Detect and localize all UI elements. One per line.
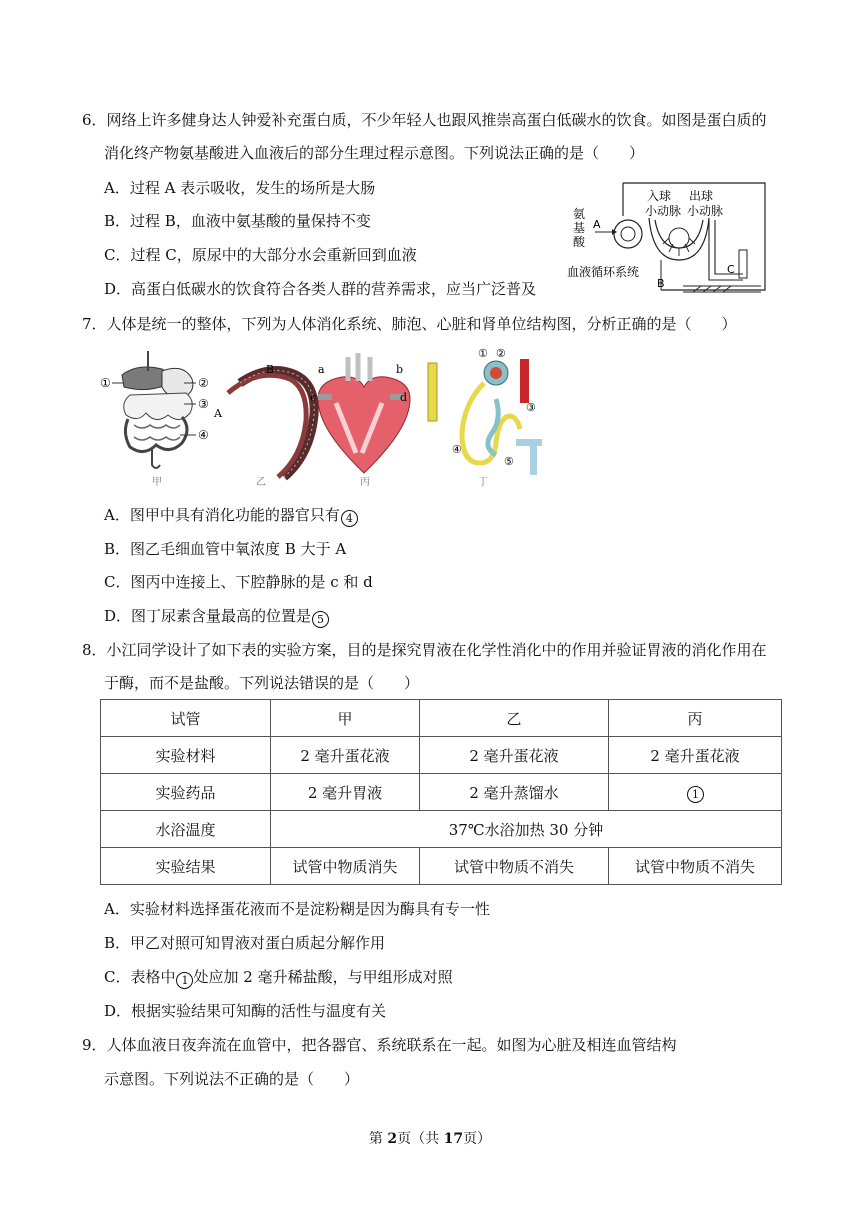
q7-fig-n3: ③: [198, 397, 209, 411]
q6-fig-amino-1: 氨: [573, 207, 586, 221]
q8-option-d: D．根据实验结果可知酶的活性与温度有关: [104, 1002, 387, 1020]
q7-option-d-text: D．图丁尿素含量最高的位置是: [104, 607, 312, 625]
q8-stem-line1: 8．小江同学设计了如下表的实验方案，目的是探究胃液在化学性消化中的作用并验证胃液的消化作用在: [82, 641, 767, 659]
q7-fig-bing: 丙: [360, 477, 370, 488]
q6-fig-efferent2: 小动脉: [687, 204, 724, 218]
q6-stem-line2: 消化终产物氨基酸进入血液后的部分生理过程示意图。下列说法正确的是（ ）: [104, 144, 645, 162]
q7-fig-n2: ②: [198, 376, 209, 390]
q7-fig-jia: 甲: [152, 477, 162, 488]
q6-fig-efferent: 出球: [689, 189, 714, 203]
q8-option-a: A．实验材料选择蛋花液而不是淀粉糊是因为酶具有专一性: [104, 900, 490, 918]
q7-option-c: C．图丙中连接上、下腔静脉的是 c 和 d: [104, 573, 373, 591]
table-row: [101, 700, 782, 737]
q7-option-a: [104, 505, 358, 527]
table-cell: 试管中物质不消失: [420, 848, 609, 885]
footer-post: 页）: [463, 1131, 492, 1147]
table-cell: 2 毫升蛋花液: [271, 737, 420, 774]
q6-option-c: C．过程 C，原尿中的大部分水会重新回到血液: [104, 246, 417, 264]
q8-option-c-mark: 1: [176, 972, 193, 989]
q8-stem-line2: 于酶，而不是盐酸。下列说法错误的是（ ）: [104, 674, 420, 692]
experiment-table: [100, 699, 782, 885]
q7-option-b: B．图乙毛细血管中氧浓度 B 大于 A: [104, 540, 347, 558]
q6-option-b: B．过程 B，血液中氨基酸的量保持不变: [104, 212, 371, 230]
q6-fig-amino-3: 酸: [573, 235, 586, 249]
table-row: [101, 848, 782, 885]
q9-stem-line2: 示意图。下列说法不正确的是（ ）: [104, 1070, 360, 1088]
alveolus-capillary-diagram: [228, 371, 317, 478]
q6-fig-amino-2: 基: [573, 221, 586, 235]
q7-fig-d5: ⑤: [504, 455, 514, 468]
q6-fig-label-b: B: [657, 277, 665, 290]
q7-fig-d1: ①: [478, 347, 488, 360]
footer-mid: 页（共: [397, 1131, 444, 1147]
q7-fig-d: d: [400, 391, 408, 404]
q7-stem: 7．人体是统一的整体，下列为人体消化系统、肺泡、心脏和肾单位结构图，分析正确的是（ ）: [82, 315, 737, 333]
q6-fig-afferent2: 小动脉: [645, 204, 682, 218]
table-cell: 实验药品: [101, 774, 271, 811]
q7-fig-d3: ③: [526, 401, 536, 414]
table-cell: 丙: [609, 700, 782, 737]
footer-pre: 第: [368, 1131, 388, 1147]
table-cell: 2 毫升胃液: [271, 774, 420, 811]
q7-fig-n1: ①: [100, 376, 111, 390]
q6-fig-circulation: 血液循环系统: [567, 265, 640, 279]
nephron-diagram: [428, 359, 542, 475]
q9-stem-line1: 9．人体血液日夜奔流在血管中，把各器官、系统联系在一起。如图为心脏及相连血管结构: [82, 1036, 677, 1054]
table-cell: 试管中物质消失: [271, 848, 420, 885]
q7-fig-c: c: [310, 391, 317, 404]
q6-fig-label-a: A: [593, 218, 601, 231]
q7-fig-b: b: [396, 363, 404, 376]
page-footer: [0, 1128, 860, 1148]
table-row: [101, 737, 782, 774]
q7-fig-a: a: [318, 363, 325, 376]
q7-fig-yi: 乙: [256, 477, 266, 488]
q7-organ-figure: [100, 343, 545, 491]
q7-fig-B: B: [266, 363, 275, 376]
table-cell: 实验结果: [101, 848, 271, 885]
q7-option-a-text: A．图甲中具有消化功能的器官只有: [104, 506, 340, 524]
table-cell: 37℃水浴加热 30 分钟: [271, 811, 782, 848]
q6-stem-line1: 6．网络上许多健身达人钟爱补充蛋白质，不少年轻人也跟风推崇高蛋白低碳水的饮食。如图是蛋白质的: [82, 111, 767, 129]
table-row: [101, 811, 782, 848]
q7-option-d: [104, 606, 329, 628]
q8-option-c-post: 处应加 2 毫升稀盐酸，与甲组形成对照: [193, 968, 453, 986]
total-pages: 17: [443, 1131, 464, 1147]
q6-option-a: A．过程 A 表示吸收，发生的场所是大肠: [104, 179, 376, 197]
q7-option-a-mark: 4: [341, 510, 358, 527]
table-cell: 水浴温度: [101, 811, 271, 848]
blank-mark-1: 1: [687, 786, 704, 803]
table-cell: [609, 774, 782, 811]
q8-option-c-pre: C．表格中: [104, 968, 176, 986]
q7-fig-d4: ④: [452, 443, 462, 456]
q7-fig-ding: 丁: [478, 477, 488, 488]
q6-fig-afferent: 入球: [647, 189, 672, 203]
table-cell: 2 毫升蛋花液: [609, 737, 782, 774]
table-row: [101, 774, 782, 811]
q7-fig-A: A: [214, 407, 222, 420]
q7-fig-d2: ②: [496, 347, 506, 360]
table-cell: 试管中物质不消失: [609, 848, 782, 885]
q7-fig-n4: ④: [198, 428, 209, 442]
q8-option-c: [104, 967, 453, 989]
q7-option-d-mark: 5: [312, 611, 329, 628]
table-cell: 甲: [271, 700, 420, 737]
table-cell: 实验材料: [101, 737, 271, 774]
q8-option-b: B．甲乙对照可知胃液对蛋白质起分解作用: [104, 934, 386, 952]
table-cell: 乙: [420, 700, 609, 737]
table-cell: 试管: [101, 700, 271, 737]
q6-fig-label-c: C: [727, 263, 735, 276]
q6-nephron-figure: [565, 180, 775, 300]
digestive-system-diagram: [122, 351, 193, 468]
table-cell: 2 毫升蛋花液: [420, 737, 609, 774]
q6-option-d: D．高蛋白低碳水的饮食符合各类人群的营养需求，应当广泛普及: [104, 280, 537, 298]
page-number: 2: [387, 1131, 398, 1147]
table-cell: 2 毫升蒸馏水: [420, 774, 609, 811]
